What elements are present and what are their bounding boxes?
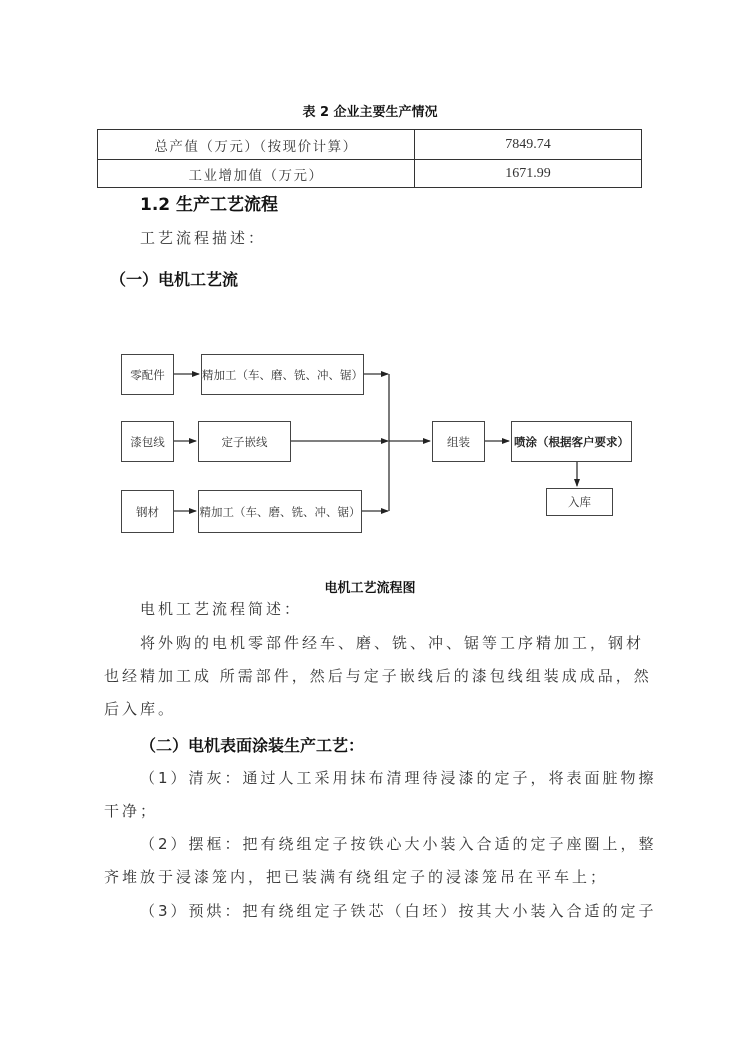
table-cell-label: 工业增加值（万元） xyxy=(98,159,415,188)
coating-step-line: 齐堆放于浸漆笼内，把已装满有绕组定子的浸漆笼吊在平车上； xyxy=(104,868,609,886)
flow-node-assembly: 组装 xyxy=(432,421,485,462)
flow-node-parts: 零配件 xyxy=(121,354,174,395)
coating-step-line: （1）清灰：通过人工采用抹布清理待浸漆的定子，将表面脏物擦 xyxy=(140,769,657,787)
flow-node-machining-2: 精加工（车、磨、铣、冲、锯） xyxy=(198,490,362,533)
subsection-heading-motor: （一）电机工艺流 xyxy=(110,270,239,289)
flow-node-stator-winding: 定子嵌线 xyxy=(198,421,291,462)
table-cell-value: 7849.74 xyxy=(505,136,551,152)
motor-desc-line: 将外购的电机零部件经车、磨、铣、冲、锯等工序精加工，钢材 xyxy=(140,634,645,652)
motor-desc-line: 也经精加工成 所需部件，然后与定子嵌线后的漆包线组装成成品，然 xyxy=(104,667,652,685)
motor-desc-line: 后入库。 xyxy=(104,700,177,718)
flow-node-machining-1: 精加工（车、磨、铣、冲、锯） xyxy=(201,354,364,395)
section-heading: 1.2 生产工艺流程 xyxy=(140,195,279,215)
subsection-heading-coating: （二）电机表面涂装生产工艺： xyxy=(140,736,365,755)
table-caption: 表 2 企业主要生产情况 xyxy=(302,105,438,120)
section-intro: 工艺流程描述： xyxy=(140,229,267,247)
flow-node-spraying: 喷涂（根据客户要求） xyxy=(511,421,632,462)
table-cell-label: 总产值（万元）（按现价计算） xyxy=(98,130,415,159)
flowchart-caption: 电机工艺流程图 xyxy=(324,581,416,596)
table-cell-value: 1671.99 xyxy=(505,165,551,181)
flow-node-steel: 钢材 xyxy=(121,490,174,533)
motor-desc-label: 电机工艺流程简述： xyxy=(140,600,303,618)
coating-step-line: （3）预烘：把有绕组定子铁芯（白坯）按其大小装入合适的定子 xyxy=(140,902,657,920)
coating-step-line: （2）摆框：把有绕组定子按铁心大小装入合适的定子座圈上，整 xyxy=(140,835,657,853)
coating-step-line: 干净； xyxy=(104,802,159,820)
flow-node-warehousing: 入库 xyxy=(546,488,613,516)
flow-node-enamel-wire: 漆包线 xyxy=(121,421,174,462)
